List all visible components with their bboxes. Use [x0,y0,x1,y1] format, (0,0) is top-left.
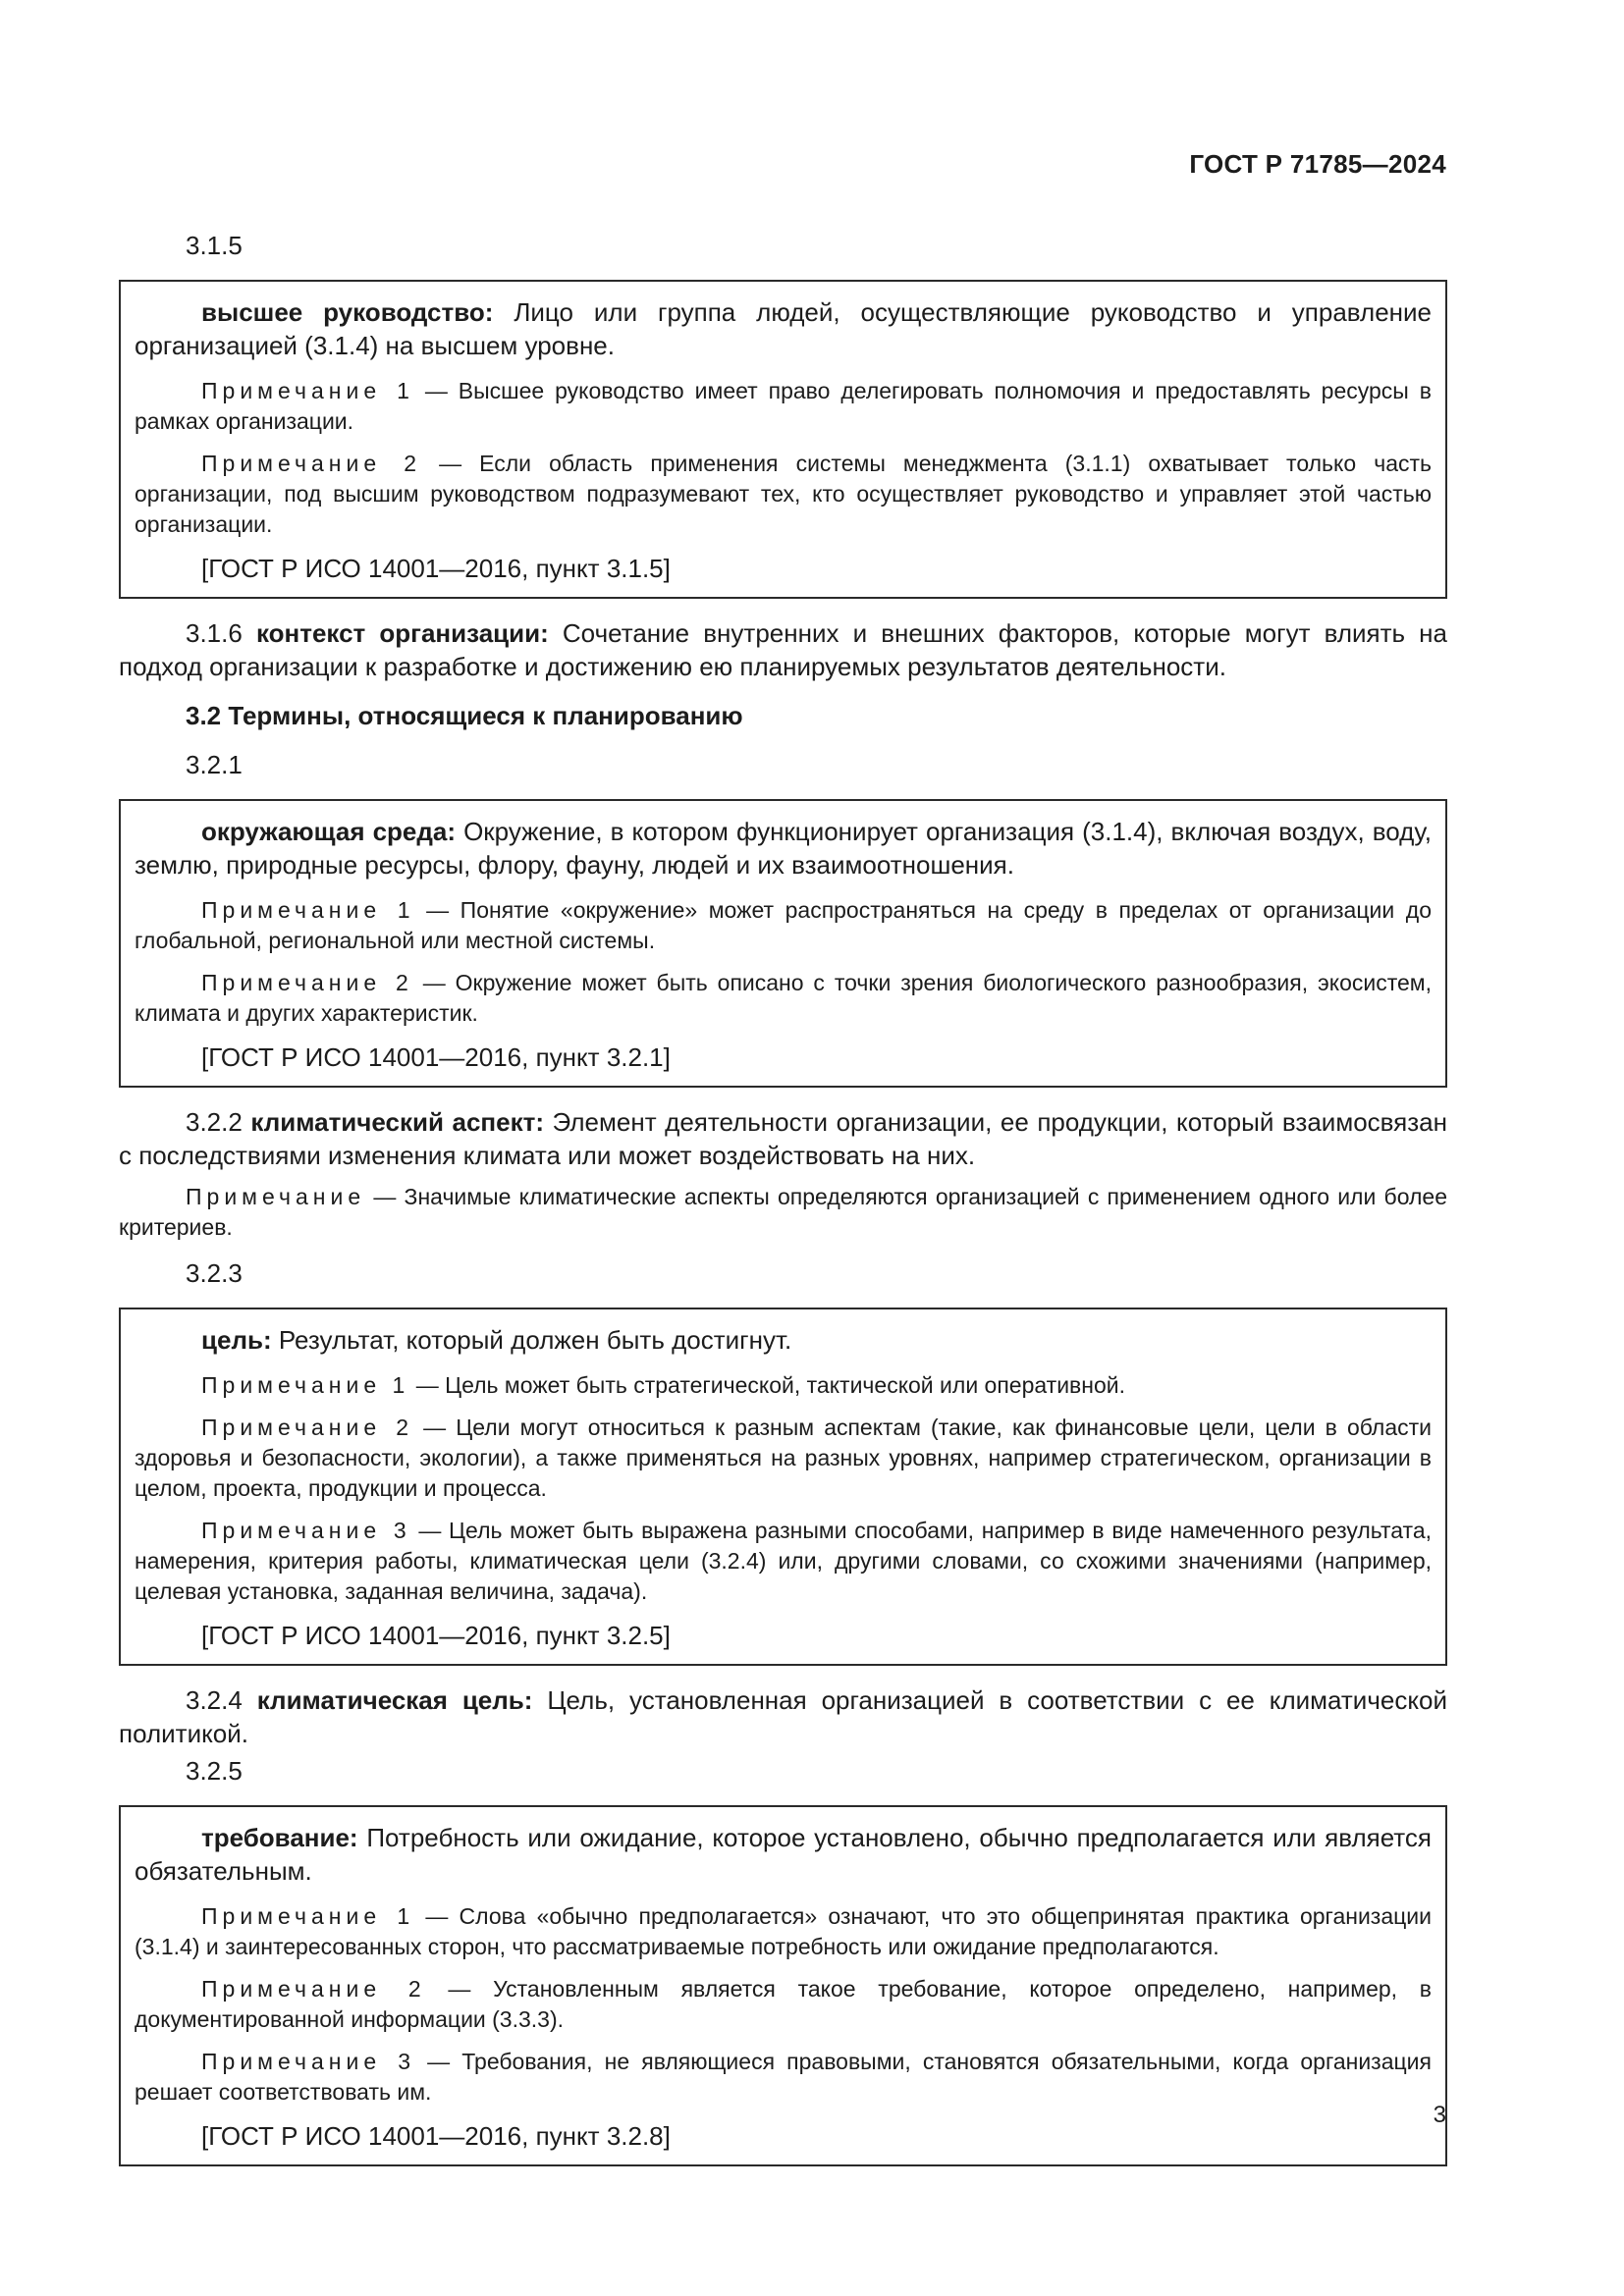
term-paragraph-3-2-4 [119,1683,1447,1750]
note-label: Примечание 3 [201,1518,411,1543]
definition: Результат, который должен быть достигнут. [271,1325,792,1355]
note [135,968,1432,1029]
definition-text [135,1821,1432,1888]
document-code-header: ГОСТ Р 71785—2024 [1189,149,1446,179]
definition-box-3-2-3 [119,1308,1447,1666]
term: высшее руководство: [201,297,494,327]
note-label: Примечание [186,1184,366,1209]
term: цель: [201,1325,272,1355]
note [119,1182,1447,1243]
term: климатическая цель: [256,1685,533,1715]
note [135,2047,1432,2108]
definition-text [135,815,1432,881]
definition: Окружение, в котором функционирует организация (3.1.4), включая воздух, воду, землю, природные ресурсы, флору, фауну, людей и их взаимоотношения. [135,817,1432,880]
item-number-3-1-5: 3.1.5 [186,231,243,260]
definition: Потребность или ожидание, которое установлено, обычно предполагается или является обязательным. [135,1823,1432,1886]
note [135,895,1432,956]
note-text: — Цель может быть стратегической, тактической или оперативной. [409,1372,1126,1398]
definition: Цель, установленная организацией в соответствии с ее климатической политикой. [119,1685,1447,1748]
note-label: Примечание 1 [201,1372,410,1398]
note-text: — Цель может быть выражена разными способами, например в виде намеченного результата, намерения, критерия работы, климатическая цели (3.2.4) или, другими словами, со схожими значениями (например, целевая установка, заданная величина, задача). [135,1518,1432,1604]
note-label: Примечание 2 [201,970,413,995]
note [135,1370,1432,1401]
note-text: — Установленным является такое требование, которое определено, например, в документированной информации (3.3.3). [135,1976,1432,2032]
definition-box-3-2-5 [119,1805,1447,2166]
item-number: 3.2.2 [186,1107,251,1137]
note-text: — Понятие «окружение» может распространяться на среду в пределах от организации до глобальной, региональной или местной системы. [135,897,1432,953]
note-label: Примечание 1 [201,897,415,923]
definition: Элемент деятельности организации, ее продукции, который взаимосвязан с последствиями изменения климата или может воздействовать на них. [119,1107,1447,1170]
note-label: Примечание 1 [201,1903,415,1929]
note [135,1901,1432,1962]
term: климатический аспект: [250,1107,544,1137]
note-label: Примечание 2 [201,1415,414,1440]
term: окружающая среда: [201,817,456,846]
note-text: — Окружение может быть описано с точки зрения биологического разнообразия, экосистем, климата и других характеристик. [135,970,1432,1026]
item-number-3-2-1: 3.2.1 [186,750,243,779]
item-number: 3.2.4 [186,1685,257,1715]
note-text: — Если область применения системы менеджмента (3.1.1) охватывает только часть организации, под высшим руководством подразумевают тех, кто осуществляет руководство и управляет этой частью организации. [135,451,1432,537]
definition: Сочетание внутренних и внешних факторов, которые могут влиять на подход организации к разработке и достижению ею планируемых результатов деятельности. [119,618,1447,681]
note-text: — Требования, не являющиеся правовыми, становятся обязательными, когда организация решает соответствовать им. [135,2049,1432,2105]
note-label: Примечание 1 [201,378,414,403]
source-reference: [ГОСТ Р ИСО 14001—2016, пункт 3.2.5] [201,1621,671,1650]
source-reference: [ГОСТ Р ИСО 14001—2016, пункт 3.2.1] [201,1042,671,1072]
note [135,376,1432,437]
note [135,1974,1432,2035]
note-label: Примечание 2 [201,451,421,476]
definition-box-3-2-1 [119,799,1447,1088]
term: контекст организации: [255,618,549,648]
source-reference: [ГОСТ Р ИСО 14001—2016, пункт 3.2.8] [201,2121,671,2151]
note-text: — Слова «обычно предполагается» означают, что это общепринятая практика организации (3.1.4) и заинтересованных сторон, что рассматриваемые потребность или ожидание предполагаются. [135,1903,1432,1959]
page-content [119,229,1447,2184]
note [135,1413,1432,1504]
note-text: — Высшее руководство имеет право делегировать полномочия и предоставлять ресурсы в рамках организации. [135,378,1432,434]
note [135,449,1432,540]
term-paragraph-3-1-6 [119,616,1447,683]
definition-box-3-1-5 [119,280,1447,599]
item-number-3-2-5: 3.2.5 [186,1756,243,1786]
item-number-3-2-3: 3.2.3 [186,1258,243,1288]
term: требование: [201,1823,358,1852]
page-number: 3 [1433,2102,1446,2128]
definition-text [135,295,1432,362]
note-text: — Значимые климатические аспекты определяются организацией с применением одного или более критериев. [119,1184,1447,1240]
source-reference: [ГОСТ Р ИСО 14001—2016, пункт 3.1.5] [201,554,671,583]
note-label: Примечание 2 [201,1976,426,2002]
section-heading-3-2: 3.2 Термины, относящиеся к планированию [186,701,743,730]
item-number: 3.1.6 [186,618,256,648]
definition-text [135,1323,1432,1357]
term-paragraph-3-2-2 [119,1105,1447,1172]
definition: Лицо или группа людей, осуществляющие руководство и управление организацией (3.1.4) на высшем уровне. [135,297,1432,360]
note-text: — Цели могут относиться к разным аспектам (такие, как финансовые цели, цели в области здоровья и безопасности, экологии), а также применяться на разных уровнях, например стратегическом, организации в целом, проекта, продукции и процесса. [135,1415,1432,1501]
note-label: Примечание 3 [201,2049,416,2074]
note [135,1516,1432,1607]
